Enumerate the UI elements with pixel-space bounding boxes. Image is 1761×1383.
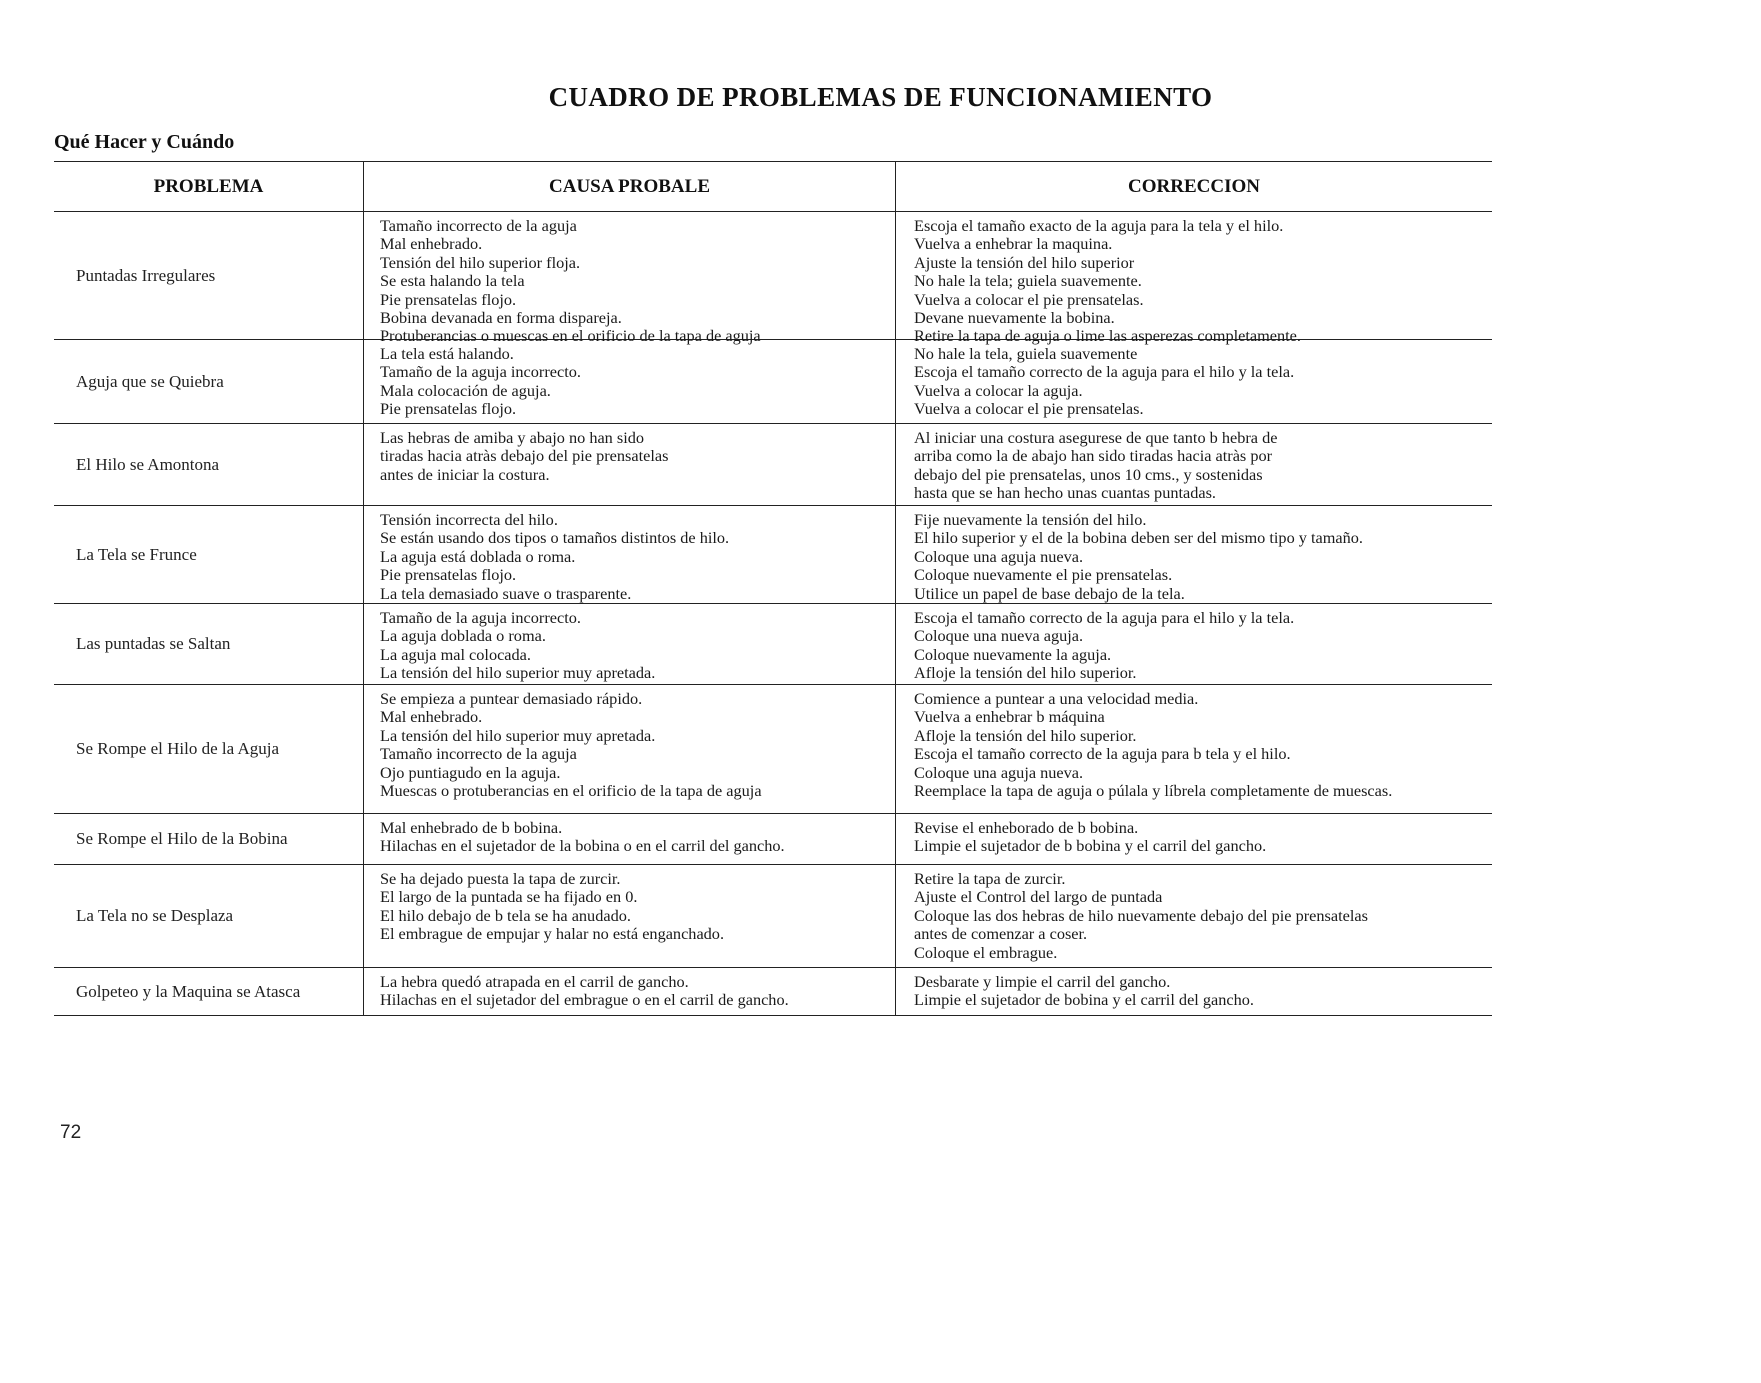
correction-line: Limpie el sujetador de b bobina y el carril del gancho. — [914, 836, 1267, 856]
correction-line: Fije nuevamente la tensión del hilo. — [914, 510, 1147, 529]
correction-line: No hale la tela; guiela suavemente. — [914, 271, 1142, 291]
cause-line: La tensión del hilo superior muy apretada. — [380, 663, 656, 683]
correction-line: arriba como la de abajo han sido tiradas hacia atràs por — [914, 446, 1273, 466]
problem-cell: Golpeteo y la Maquina se Atasca — [54, 968, 364, 1015]
correction-line: Limpie el sujetador de bobina y el carril del gancho. — [914, 990, 1254, 1010]
page-number: 72 — [60, 1122, 82, 1143]
cause-cell — [364, 865, 896, 967]
problem-cell: La Tela se Frunce — [54, 506, 364, 603]
section-subtitle: Qué Hacer y Cuándo — [54, 131, 235, 153]
correction-line: Reemplace la tapa de aguja o púlala y líbrela completamente de muescas. — [914, 781, 1393, 801]
correction-line: Coloque nuevamente el pie prensatelas. — [914, 565, 1173, 585]
cause-line: Tamaño de la aguja incorrecto. — [380, 362, 581, 382]
correction-line: Devane nuevamente la bobina. — [914, 308, 1115, 328]
cause-line: Se esta halando la tela — [380, 271, 525, 291]
cause-line: La aguja mal colocada. — [380, 644, 531, 664]
cause-cell — [364, 212, 896, 346]
cause-line: Tensión incorrecta del hilo. — [380, 510, 558, 529]
cause-line: Muescas o protuberancias en el orificio de la tapa de aguja — [380, 781, 762, 801]
troubleshooting-table — [54, 161, 1492, 1016]
cause-line: Hilachas en el sujetador del embrague o en el carril de gancho. — [380, 990, 789, 1010]
correction-cell — [896, 865, 1492, 967]
cause-line: Tensión del hilo superior floja. — [380, 252, 581, 272]
cause-line: Bobina devanada en forma dispareja. — [380, 308, 622, 328]
correction-line: Afloje la tensión del hilo superior. — [914, 663, 1137, 683]
cause-line: El largo de la puntada se ha fijado en 0. — [380, 887, 638, 907]
correction-line: Vuelva a colocar el pie prensatelas. — [914, 289, 1144, 309]
cause-cell — [364, 340, 896, 423]
cause-line: La tela está halando. — [380, 344, 514, 363]
correction-line: El hilo superior y el de la bobina deben ser del mismo tipo y tamaño. — [914, 528, 1363, 548]
cause-line: Mal enhebrado. — [380, 234, 483, 254]
header-correccion: CORRECCION — [1128, 175, 1260, 197]
cause-cell — [364, 814, 896, 864]
correction-cell — [896, 424, 1492, 505]
correction-line: Utilice un papel de base debajo de la tela. — [914, 583, 1185, 603]
cause-line: Tamaño de la aguja incorrecto. — [380, 608, 581, 627]
correction-line: Coloque nuevamente la aguja. — [914, 644, 1112, 664]
correction-line: Vuelva a enhebrar b máquina — [914, 707, 1105, 727]
cause-cell — [364, 506, 896, 603]
problem-cell: Se Rompe el Hilo de la Bobina — [54, 814, 364, 864]
correction-line: Desbarate y limpie el carril del gancho. — [914, 972, 1171, 991]
table-row — [54, 212, 1492, 346]
cause-line: Mal enhebrado de b bobina. — [380, 818, 563, 837]
correction-line: Escoja el tamaño correcto de la aguja para el hilo y la tela. — [914, 362, 1295, 382]
table-row — [54, 604, 1492, 685]
correction-line: Revise el enheborado de b bobina. — [914, 818, 1139, 837]
correction-line: debajo del pie prensatelas, unos 10 cms., y sostenidas — [914, 464, 1263, 484]
cause-line: Ojo puntiagudo en la aguja. — [380, 762, 561, 782]
problem-cell: La Tela no se Desplaza — [54, 865, 364, 967]
cause-line: Las hebras de amiba y abajo no han sido — [380, 428, 645, 447]
table-row — [54, 506, 1492, 604]
cause-line: La aguja doblada o roma. — [380, 626, 546, 646]
correction-line: Retire la tapa de zurcir. — [914, 869, 1066, 888]
correction-line: Escoja el tamaño correcto de la aguja para el hilo y la tela. — [914, 608, 1295, 627]
correction-line: Vuelva a colocar la aguja. — [914, 380, 1083, 400]
correction-line: Afloje la tensión del hilo superior. — [914, 725, 1137, 745]
cause-line: Se ha dejado puesta la tapa de zurcir. — [380, 869, 621, 888]
correction-line: Escoja el tamaño exacto de la aguja para la tela y el hilo. — [914, 216, 1284, 235]
cause-line: Se empieza a puntear demasiado rápido. — [380, 689, 643, 708]
problem-cell: Se Rompe el Hilo de la Aguja — [54, 685, 364, 813]
correction-cell — [896, 212, 1492, 346]
cause-line: Mala colocación de aguja. — [380, 380, 551, 400]
correction-line: Al iniciar una costura asegurese de que tanto b hebra de — [914, 428, 1278, 447]
cause-line: Hilachas en el sujetador de la bobina o en el carril del gancho. — [380, 836, 785, 856]
header-problema: PROBLEMA — [54, 162, 364, 211]
cause-line: Pie prensatelas flojo. — [380, 399, 517, 419]
cause-cell — [364, 968, 896, 1015]
correction-line: Coloque el embrague. — [914, 942, 1058, 962]
problem-cell: Las puntadas se Saltan — [54, 604, 364, 684]
correction-cell — [896, 340, 1492, 423]
correction-line: Vuelva a enhebrar la maquina. — [914, 234, 1113, 254]
correction-cell — [896, 604, 1492, 684]
cause-line: La tensión del hilo superior muy apretada. — [380, 725, 656, 745]
cause-line: tiradas hacia atràs debajo del pie prensatelas — [380, 446, 669, 466]
correction-cell — [896, 968, 1492, 1015]
cause-line: antes de iniciar la costura. — [380, 464, 550, 484]
cause-cell — [364, 685, 896, 813]
cause-cell — [364, 604, 896, 684]
cause-line: La aguja está doblada o roma. — [380, 546, 576, 566]
table-row — [54, 685, 1492, 814]
table-row — [54, 424, 1492, 506]
table-header-row — [54, 162, 1492, 212]
cause-line: La hebra quedó atrapada en el carril de gancho. — [380, 972, 689, 991]
table-row — [54, 814, 1492, 865]
cause-line: La tela demasiado suave o trasparente. — [380, 583, 632, 603]
correction-line: Comience a puntear a una velocidad media. — [914, 689, 1199, 708]
correction-cell — [896, 506, 1492, 603]
cause-line: Tamaño incorrecto de la aguja — [380, 216, 577, 235]
correction-line: Escoja el tamaño correcto de la aguja para b tela y el hilo. — [914, 744, 1291, 764]
problem-cell: Aguja que se Quiebra — [54, 340, 364, 423]
correction-line: Vuelva a colocar el pie prensatelas. — [914, 399, 1144, 419]
cause-line: Se están usando dos tipos o tamaños distintos de hilo. — [380, 528, 730, 548]
cause-line: Tamaño incorrecto de la aguja — [380, 744, 577, 764]
problem-cell: El Hilo se Amontona — [54, 424, 364, 505]
cause-cell — [364, 424, 896, 505]
table-body — [54, 212, 1492, 1016]
table-row — [54, 968, 1492, 1016]
correction-line: hasta que se han hecho unas cuantas puntadas. — [914, 483, 1217, 503]
cause-line: El embrague de empujar y halar no está enganchado. — [380, 924, 725, 944]
cause-line: Pie prensatelas flojo. — [380, 565, 517, 585]
table-row — [54, 340, 1492, 424]
correction-line: Coloque una aguja nueva. — [914, 546, 1084, 566]
cause-line: Pie prensatelas flojo. — [380, 289, 517, 309]
correction-line: Coloque una aguja nueva. — [914, 762, 1084, 782]
correction-line: Ajuste el Control del largo de puntada — [914, 887, 1163, 907]
correction-line: Retire la tapa de aguja o lime las asperezas completamente. — [914, 326, 1301, 346]
cause-line: El hilo debajo de b tela se ha anudado. — [380, 905, 631, 925]
problem-cell: Puntadas Irregulares — [54, 212, 364, 339]
correction-line: Ajuste la tensión del hilo superior — [914, 252, 1135, 272]
correction-line: Coloque una nueva aguja. — [914, 626, 1084, 646]
table-row — [54, 865, 1492, 968]
correction-cell — [896, 814, 1492, 864]
header-causa: CAUSA PROBALE — [364, 162, 896, 211]
correction-line: antes de comenzar a coser. — [914, 924, 1088, 944]
correction-line: Coloque las dos hebras de hilo nuevamente debajo del pie prensatelas — [914, 905, 1368, 925]
cause-line: Mal enhebrado. — [380, 707, 483, 727]
correction-line: No hale la tela, guiela suavemente — [914, 344, 1138, 363]
correction-cell — [896, 685, 1492, 813]
page-title: CUADRO DE PROBLEMAS DE FUNCIONAMIENTO — [548, 82, 1213, 112]
cause-line: Protuberancias o muescas en el orificio de la tapa de aguja — [380, 326, 761, 346]
